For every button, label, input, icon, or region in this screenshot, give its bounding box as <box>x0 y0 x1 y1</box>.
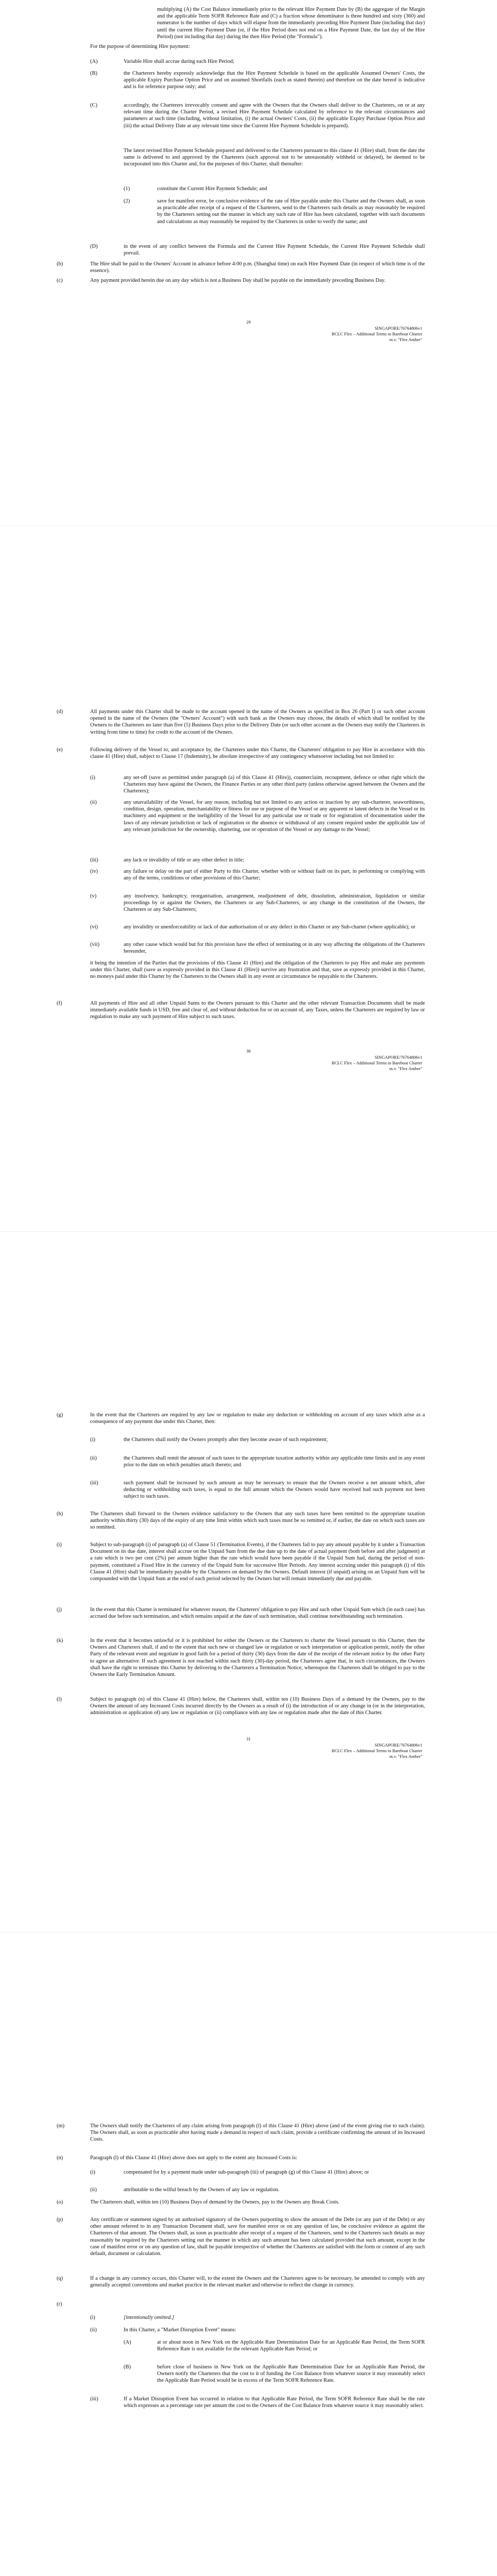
clause-text: any set-off (save as permitted under paragraph (a) of this Clause 41 (Hire)), counterclaim, recoupment, defence or other right which the Charterers may have against the Owners, the Finance Parties or any other third party (unless otherwise agreed between the Owners and the Charterers); <box>124 775 425 794</box>
clause-label: (B) <box>90 71 97 76</box>
doc-reference: SINGAPORE/76764806v1 <box>374 326 422 331</box>
clause-label: (v) <box>90 893 97 899</box>
doc-title: BCLC Flex – Additional Terms to Bareboat Charter <box>331 331 422 336</box>
clause-text: Subject to sub-paragraph (i) of paragraph (a) of Clause 51 (Termination Events), if the Charterers fail to pay any amount payable by it under a Transaction Document on its due date, interest shall accrue on the Unpaid Sum from the due date up to the date of actual payment (both before and after judgment) at a rate which is two per cent (2%) per annum higher than the rate which would have been payable if the Unpaid Sum had, during the period of non-payment, constituted a Fixed Hire in the currency of the Unpaid Sum for successive Hire Periods. Any interest accruing under this paragraph (i) of this Clause 41 (Hire) shall be immediately payable by the Charterers on demand by the Owners. Default interest (if unpaid) arising on an Unpaid Sum will be compounded with the Unpaid Sum at the end of each period selected by the Owners but will remain immediately due and payable. <box>90 1542 425 1582</box>
clause-text: Variable Hire shall accrue during each Hire Period; <box>124 59 234 64</box>
clause-text: at or about noon in New York on the Applicable Rate Determination Date for an Applicable Rate Period, the Term SOFR Reference Rate is not available for the relevant Applicable Rate Period; or <box>157 2340 425 2352</box>
clause-label: (i) <box>57 1542 62 1548</box>
clause-label: (2) <box>124 198 130 204</box>
clause-text: Paragraph (l) of this Clause 41 (Hire) above does not apply to the extent any Increased Costs is: <box>90 2155 298 2161</box>
clause-text: such payment shall be increased by such amount as may be necessary to ensure that the Owners receive a net amount which, after deducting or withholding such taxes, is equal to the full amount which the Owners would have received had such payment not been subject to such taxes. <box>124 1480 425 1500</box>
clause-text: In this Charter, a "Market Disruption Event" means: <box>124 2327 236 2333</box>
clause-text: in the event of any conflict between the Formula and the Current Hire Payment Schedule, the Current Hire Payment Schedule shall prevail. <box>124 244 425 257</box>
clause-label: (1) <box>124 186 130 192</box>
clause-label: (f) <box>57 1001 62 1006</box>
clause-label: (vii) <box>90 942 100 947</box>
doc-title: BCLC Flex – Additional Terms to Bareboat Charter <box>331 1060 422 1065</box>
clause-label: (k) <box>57 1638 63 1643</box>
page-divider <box>0 1231 497 1232</box>
clause-label: (iii) <box>90 1480 98 1486</box>
clause-label: (o) <box>57 2199 63 2205</box>
clause-label: (ii) <box>90 2187 97 2193</box>
clause-label: (D) <box>90 244 98 249</box>
page-number: 30 <box>246 1048 251 1054</box>
clause-label: (ii) <box>90 2327 97 2333</box>
doc-reference: SINGAPORE/76764806v1 <box>374 1742 422 1748</box>
clause-text: Any certificate or statement signed by an authorised signatory of the Owners purporting to show the amount of the Debt (or any part of the Debt) or any other amount referred to in any Transaction Document shall, save for manifest error or on any question of law, be conclusive evidence as against the Charterers of that amount. The Owners shall, as soon as practicable after receipt of a request of the Charterers, send to the Charterers such details as may reasonably be required by the Charterers setting out the manner in which any such amount has been calculated provided that such amount, except in the case of manifest error or on any question of law, shall be payable irrespective of whether the Charterers are satisfied with the form or content of any such default, document or calculation. <box>90 2217 425 2257</box>
clause-text: save for manifest error, be conclusive evidence of the rate of Hire payable under this Charter and the Owners shall, as soon as practicable after receipt of a request of the Charterers, send to the Charterers such details as may reasonably be required by the Charterers setting out the manner in which any such rate of Hire has been calculated, together with such documents and calculations as may reasonably be required by the Charterers in order to verify the same; and <box>157 198 425 225</box>
clause-label: (i) <box>90 775 95 781</box>
clause-label: (i) <box>90 2170 95 2175</box>
clause-label: (iv) <box>90 869 98 874</box>
vessel-name: m.v. "Flex Amber" <box>389 1066 422 1071</box>
clause-text: the Charterers shall remit the amount of such taxes to the appropriate taxation authority within any applicable time limits and in any event prior to the date on which penalties attach thereto; and <box>124 1455 425 1468</box>
clause-text: In the event that this Charter is terminated for whatever reason, the Charterers' obligation to pay Hire and such other Unpaid Sum which (in each case) has accrued due before such termination, and which remains unpaid at the date of such termination, shall continue notwithstanding such termination. <box>90 1607 425 1620</box>
clause-text: compensated for by a payment made under sub-paragraph (iii) of paragraph (g) of this Clause 41 (Hire) above; or <box>124 2170 369 2175</box>
clause-label: (d) <box>57 709 63 715</box>
clause-text: any unavailability of the Vessel, for any reason, including but not limited to any action or inaction by any sub-charterer, seaworthiness, condition, design, operation, merchantability or fitness for use or purpose of the Vessel or any apparent or latent defects in the Vessel or its machinery and equipment or the ineligibility of the Vessel for any particular use or trade or for registration of documentation under the laws of any relevant jurisdiction or lack of registration or the absence or withdrawal of any consent required under the applicable law of any relevant jurisdiction for the ownership, chartering, use or operation of the Vessel or any damage to the Vessel; <box>124 800 425 833</box>
clause-text: In the event that it becomes unlawful or it is prohibited for either the Owners or the Charterers to charter the Vessel pursuant to this Charter, then the Owners and Charterers shall, if and to the extent that such new or changed law or regulation or such interpretation or application permit, notify the other Party of the relevant event and negotiate in good faith for a period of thirty (30) days from the date of the receipt of the relevant notice by the other Party to agree an alternative. If such agreement is not reached within such thirty (30)-day period, the Charterers agree that, in such circumstances, the Owners shall have the right to terminate this Charter by delivering to the Charterers a Termination Notice, whereupon the Charterers shall be obliged to pay to the Owners the Early Termination Amount. <box>90 1638 425 1678</box>
clause-text: If a change in any currency occurs, this Charter will, to the extent the Owners and the Charterers agree to be necessary, be amended to comply with any generally accepted conventions and market practice in the relevant market and otherwise to reflect the change in currency. <box>90 2276 425 2289</box>
clause-text: If a Market Disruption Event has occurred in relation to that Applicable Rate Period, the Term SOFR Reference Rate shall be the rate which expresses as a percentage rate per annum the cost to the Owners of the Cost Balance from whatever source it may reasonably select. <box>124 2396 425 2409</box>
clause-text: The Owners shall notify the Charterers of any claim arising from paragraph (l) of this Clause 41 (Hire) above (and of the event giving rise to such claim). The Owners shall, as soon as practicable after having made a demand in respect of such claim, provide a certificate confirming the amount of its Increased Costs. <box>90 2123 425 2143</box>
clause-label: (A) <box>90 59 98 64</box>
clause-text: any failure or delay on the part of either Party to this Charter, whether with or without fault on its part, in performing or complying with any of the terms, conditions or other provisions of this Charter; <box>124 869 425 882</box>
clause-label: (B) <box>124 2364 131 2370</box>
clause-text: The Charterers shall, within ten (10) Business Days of demand by the Owners, pay to the Owners any Break Costs. <box>90 2199 340 2205</box>
clause-text: attributable to the wilful breach by the Owners of any law or regulation. <box>124 2187 280 2193</box>
clause-text: the Charterers hereby expressly acknowledge that the Hire Payment Schedule is based on the applicable Assumed Owners' Costs, the applicable Expiry Purchase Option Price and on assumed Shortfalls (each as stated therein) and therefore on the date hereof is indicative and is for reference purpose only; and <box>124 71 425 90</box>
doc-reference: SINGAPORE/76764806v1 <box>374 1055 422 1060</box>
vessel-name: m.v. "Flex Amber" <box>389 1754 422 1759</box>
clause-text: Following delivery of the Vessel to, and acceptance by, the Charterers under this Charter, the Charterers' obligation to pay Hire in accordance with this clause 41 (Hire) shall, subject to Clause 17 (Indemnity), be absolute irrespective of any contingency whatsoever including but not limited to: <box>90 747 425 760</box>
page-number: 29 <box>246 319 251 325</box>
vessel-name: m.v. "Flex Amber" <box>389 337 422 342</box>
clause-label: (A) <box>124 2340 131 2345</box>
survival-text: it being the intention of the Parties that the provisions of this Clause 41 (Hire) and the obligation of the Charterers to pay Hire and make any payments under this Charter, shall (save as expressly provided in this Clause 41 (Hire)) survive any frustration and that, save as expressly provided in this Charter, no moneys paid under this Charter by the Charterers to the Owners shall in any event or circumstance be repayable to the Charterers. <box>90 960 425 980</box>
clause-text: In the event that the Charterers are required by any law or regulation to make any deduction or withholding on account of any taxes which arise as a consequence of any payment due under this Charter, then: <box>90 1412 425 1425</box>
clause-label: (ii) <box>90 1455 97 1461</box>
page-number: 31 <box>246 1736 251 1741</box>
clause-text: any lack or invalidity of title or any other defect in title; <box>124 857 245 863</box>
clause-label: (q) <box>57 2276 63 2281</box>
hire-determination-intro: For the purpose of determining Hire payment: <box>90 44 190 49</box>
clause-label: (j) <box>57 1607 62 1613</box>
clause-label: (vi) <box>90 924 98 930</box>
formula-continuation: multiplying (A) the Cost Balance immediately prior to the relevant Hire Payment Date by (B) the aggregate of the Margin and the applicable Term SOFR Reference Rate and (C) a fraction whose denominator is three hundred and sixty (360) and numerator is the number of days which will elapse from the immediately preceding Hire Payment Date (including that day) until the current Hire Payment Date (or, if the Hire Period does not end on a Hire Payment Date, the last day of the Hire Period) (not including that day) during the then Hire Period (the "Formula"). <box>157 7 425 40</box>
clause-label: (c) <box>57 278 63 283</box>
clause-text: Any payment provided herein due on any day which is not a Business Day shall be payable on the immediately preceding Business Day. <box>90 278 386 283</box>
clause-text: [intentionally omitted.] <box>124 2315 174 2320</box>
clause-label: (ii) <box>90 800 97 805</box>
clause-label: (p) <box>57 2217 63 2223</box>
clause-label: (g) <box>57 1412 63 1418</box>
clause-text: the Charterers shall notify the Owners promptly after they become aware of such requirement; <box>124 1437 328 1443</box>
clause-label: (C) <box>90 103 97 108</box>
revised-schedule-text: The latest revised Hire Payment Schedule prepared and delivered to the Charterers pursuant to this clause 41 (Hire) shall, from the date the same is delivered to and approved by the Charterers (such approval not to be unreasonably withheld or delayed), be deemed to be incorporated into this Charter and, for the purposes of this Charter, shall thereafter: <box>124 148 425 167</box>
clause-label: (b) <box>57 261 63 267</box>
clause-label: (iii) <box>90 857 98 863</box>
clause-text: accordingly, the Charterers irrevocably consent and agree with the Owners that the Owners shall deliver to the Charterers, on or at any relevant time during the Charter Period, a revised Hire Payment Schedule calculated by reference to the relevant circumstances and parameters at such time (including, without limitation, (i) the actual Owners' Costs, (ii) the applicable Expiry Purchase Option Price and (iii) the actual Delivery Date at any relevant time since the Current Hire Payment Schedule is prepared). <box>124 103 425 129</box>
clause-text: before close of business in New York on the Applicable Rate Determination Date for an Applicable Rate Period, the Owners notify the Charterers that the cost to it of funding the Cost Balance from whatever source it may reasonably select the Applicable Rate Period would be in excess of the Term SOFR Reference Rate. <box>157 2364 425 2384</box>
clause-text: All payments under this Charter shall be made to the account opened in the name of the Owners as specified in Box 26 (Part I) or such other account opened in the name of the Owners (the "Owners' Account") with such bank as the Owners may choose, the details of which shall be notified by the Owners to the Charterers no later than five (5) Business Days prior to the Delivery Date (or such other account as the Owners may notify the Charterers in writing from time to time) for credit to the account of the Owners. <box>90 709 425 735</box>
clause-text: All payments of Hire and all other Unpaid Sums to the Owners pursuant to this Charter and the other relevant Transaction Documents shall be made immediately available funds in USD, free and clear of, and without deduction for or on account of, any Taxes, unless the Charterers are required by law or regulation to make any such payment of Hire subject to such taxes. <box>90 1001 425 1020</box>
clause-text: any invalidity or unenforceability or lack of due authorisation of or any defect in this Charter or any Sub-charter (where applicable); or <box>124 924 416 930</box>
page-divider <box>0 1932 497 1933</box>
clause-text: any other cause which would but for this provision have the effect of terminating or in any way affecting the obligations of the Charterers hereunder, <box>124 942 425 955</box>
clause-text: any insolvency, bankruptcy, reorganisation, arrangement, readjustment of debt, dissolution, administration, liquidation or similar proceedings by or against the Owners, the Charterers or any Sub-Charterers, or any change in the constitution of the Owners, the Charterers or any Sub-Charterers; <box>124 893 425 913</box>
clause-text: The Hire shall be paid to the Owners' Account in advance before 4:00 p.m. (Shanghai time) on each Hire Payment Date (in respect of which time is of the essence). <box>90 261 425 274</box>
clause-label: (r) <box>57 2301 62 2307</box>
clause-text: constitute the Current Hire Payment Schedule; and <box>157 186 267 192</box>
clause-label: (iii) <box>90 2396 98 2402</box>
clause-text: Subject to paragraph (n) of this Clause 41 (Hire) below, the Charterers shall, within ten (10) Business Days of a demand by the Owners, pay to the Owners the amount of any Increased Costs incurred directly by the Owners as a result of (i) the introduction of or any change in (or in the interpretation, administration or application of) any law or regulation or (ii) compliance with any law or regulation made after the date of this Charter. <box>90 1697 425 1716</box>
clause-label: (m) <box>57 2123 65 2129</box>
clause-label: (e) <box>57 747 63 753</box>
clause-label: (i) <box>90 1437 95 1443</box>
clause-label: (n) <box>57 2155 63 2161</box>
clause-label: (h) <box>57 1511 63 1517</box>
clause-label: (i) <box>90 2315 95 2320</box>
doc-title: BCLC Flex – Additional Terms to Bareboat Charter <box>331 1748 422 1753</box>
clause-text: The Charterers shall forward to the Owners evidence satisfactory to the Owners that any such taxes have been remitted to the appropriate taxation authority within thirty (30) days of the expiry of any time limit within which such taxes must be so remitted or, if earlier, the date on which such taxes are so remitted. <box>90 1511 425 1531</box>
clause-label: (l) <box>57 1697 62 1702</box>
